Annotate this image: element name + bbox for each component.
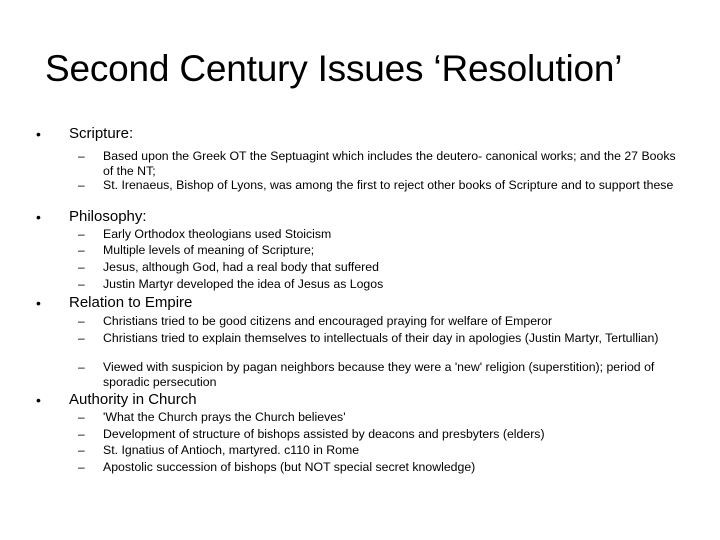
sub-item-text: Christians tried to be good citizens and encouraged praying for welfare of Emperor bbox=[103, 314, 553, 328]
sub-item-text: 'What the Church prays the Church believes' bbox=[103, 410, 346, 424]
bullet-marker: • bbox=[36, 295, 41, 311]
dash-marker: – bbox=[78, 243, 85, 257]
sub-item-text: St. Irenaeus, Bishop of Lyons, was among the first to reject other books of Scripture and to support these bbox=[103, 178, 674, 192]
dash-marker: – bbox=[78, 460, 85, 474]
bullet-marker: • bbox=[36, 392, 41, 408]
sub-item-text: St. Ignatius of Antioch, martyred. c110 in Rome bbox=[103, 443, 360, 457]
dash-marker: – bbox=[78, 277, 85, 291]
dash-marker: – bbox=[78, 410, 85, 424]
bullet-heading-relation-to-empire: Relation to Empire bbox=[69, 294, 193, 311]
sub-item-text: Based upon the Greek OT the Septuagint which includes the deutero- canonical works; and the 27 Books of the NT; bbox=[103, 149, 676, 178]
sub-item-text: Development of structure of bishops assisted by deacons and presbyters (elders) bbox=[103, 427, 545, 441]
dash-marker: – bbox=[78, 427, 85, 441]
dash-marker: – bbox=[78, 331, 85, 345]
bullet-heading-scripture: Scripture: bbox=[69, 125, 134, 142]
dash-marker: – bbox=[78, 260, 85, 274]
sub-item-text: Apostolic succession of bishops (but NOT special secret knowledge) bbox=[103, 460, 476, 474]
dash-marker: – bbox=[78, 314, 85, 328]
sub-item-text: Viewed with suspicion by pagan neighbors because they were a 'new' religion (superstition); period of sporadic persecution bbox=[103, 360, 655, 389]
sub-item-text: Justin Martyr developed the idea of Jesus as Logos bbox=[103, 277, 384, 291]
sub-item-text: Multiple levels of meaning of Scripture; bbox=[103, 243, 315, 257]
sub-item-text: Early Orthodox theologians used Stoicism bbox=[103, 227, 332, 241]
bullet-marker: • bbox=[36, 126, 41, 142]
slide-title: Second Century Issues ‘Resolution’ bbox=[45, 48, 623, 89]
dash-marker: – bbox=[78, 360, 85, 374]
bullet-marker: • bbox=[36, 209, 41, 225]
dash-marker: – bbox=[78, 149, 85, 163]
dash-marker: – bbox=[78, 227, 85, 241]
sub-item-text: Christians tried to explain themselves to intellectuals of their day in apologies (Justin Martyr, Tertullian) bbox=[103, 331, 659, 345]
dash-marker: – bbox=[78, 178, 85, 192]
bullet-heading-authority-in-church: Authority in Church bbox=[69, 391, 197, 408]
dash-marker: – bbox=[78, 443, 85, 457]
bullet-heading-philosophy: Philosophy: bbox=[69, 208, 147, 225]
sub-item-text: Jesus, although God, had a real body that suffered bbox=[103, 260, 379, 274]
